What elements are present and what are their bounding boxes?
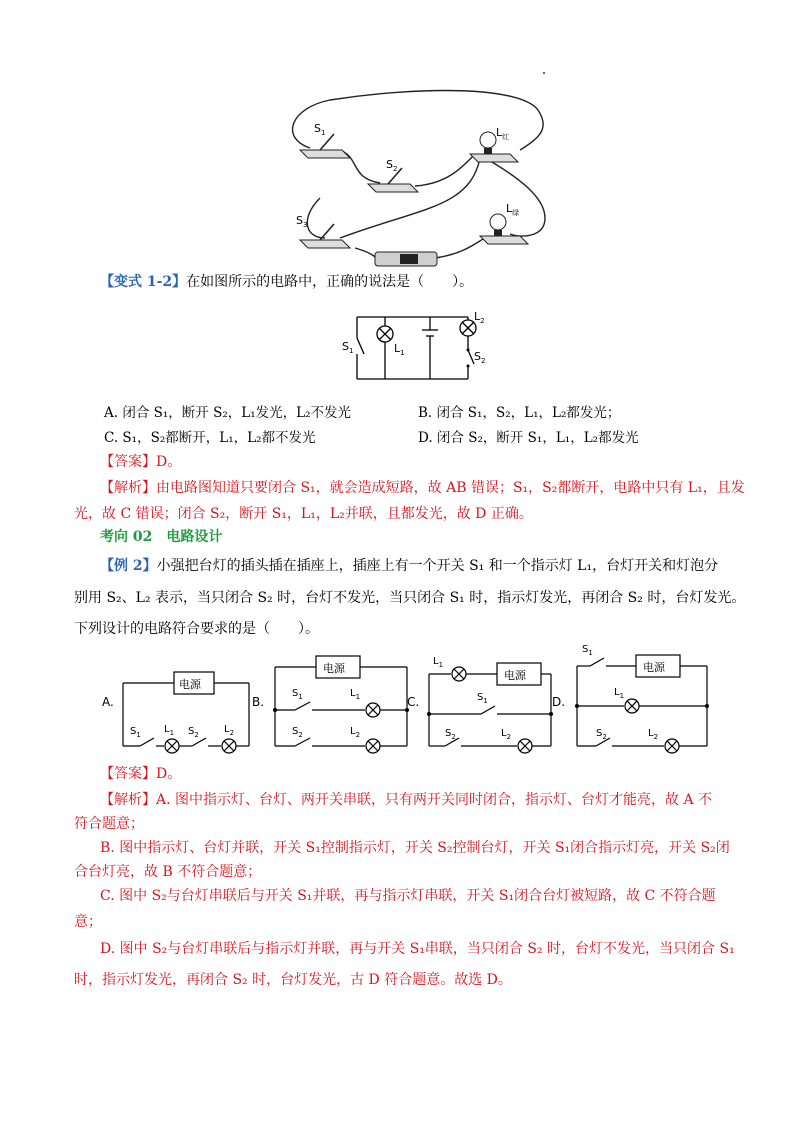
example-analysis-3: B. 图中指示灯、台灯并联，开关 S₁控制指示灯，开关 S₂控制台灯，开关 S₁闭合指示灯亮，开关 S₂闭 xyxy=(100,840,730,856)
variant-question xyxy=(100,272,720,292)
circuit-d-s1: $S_1$ xyxy=(582,644,593,657)
option-c: C. S₁，S₂都断开，L₁，L₂都不发光 xyxy=(104,430,316,446)
example-line-3: 下列设计的电路符合要求的是（ ）。 xyxy=(74,621,319,637)
example-analysis-8: 时，指示灯发光，再闭合 S₂ 时，台灯发光，古 D 符合题意。故选 D。 xyxy=(74,972,512,988)
variant-answer: 【答案】D。 xyxy=(100,454,182,470)
vlabel-l2: $L_2$ xyxy=(474,310,485,325)
circuit-d-l1: $L_1$ xyxy=(614,687,625,700)
circuit-c-l1: $L_1$ xyxy=(433,656,444,669)
label-l-red: $L_红$ xyxy=(496,126,510,141)
example-analysis-1: 【解析】A. 图中指示灯、台灯、两开关串联，只有两开关同时闭合，指示灯、台灯才能亮，故 A 不 xyxy=(100,792,713,808)
circuit-c-s1: $S_1$ xyxy=(477,692,488,705)
circuit-d-s2: $S_2$ xyxy=(596,728,607,741)
circuit-b xyxy=(250,650,420,760)
variant-question-text: 在如图所示的电路中，正确的说法是（ ）。 xyxy=(186,274,474,290)
circuit-b-power: 电源 xyxy=(323,662,345,675)
variant-analysis-2: 光，故 C 错误；闭合 S₂，断开 S₁，L₁，L₂并联，且都发光，故 D 正确。 xyxy=(74,506,533,522)
circuit-a-s1: $S_1$ xyxy=(130,726,141,739)
vlabel-s2: $S_2$ xyxy=(474,350,486,365)
circuit-a-l2: $L_2$ xyxy=(224,724,235,737)
example-line-1-text: 小强把台灯的插头插在插座上，插座上有一个开关 S₁ 和一个指示灯 L₁，台灯开关和灯泡分 xyxy=(156,558,719,574)
circuit-a-s2: $S_2$ xyxy=(188,726,199,739)
circuit-a-label: A. xyxy=(102,695,114,709)
top-circuit-figure xyxy=(270,88,570,268)
example-line-2: 别用 S₂、L₂ 表示，当只闭合 S₂ 时，台灯不发光，当只闭合 S₁ 时，指示灯发光，再闭合 S₂ 时，台灯发光。 xyxy=(74,590,746,606)
circuit-a-power: 电源 xyxy=(179,678,201,691)
circuit-d-power: 电源 xyxy=(643,661,665,674)
example-answer: 【答案】D。 xyxy=(100,766,182,782)
option-d: D. 闭合 S₂，断开 S₁，L₁，L₂都发光 xyxy=(418,430,639,446)
example-analysis-2: 符合题意； xyxy=(74,816,144,832)
example-analysis-5: C. 图中 S₂与台灯串联后与开关 S₁并联，再与指示灯串联，开关 S₁闭合台灯被短路，故 C 不符合题 xyxy=(100,888,716,904)
example-line-1 xyxy=(100,556,720,576)
circuit-c-l2: $L_2$ xyxy=(501,728,512,741)
circuit-c-power: 电源 xyxy=(504,669,526,682)
circuit-b-l1: $L_1$ xyxy=(350,688,361,701)
circuit-c-label: C. xyxy=(407,695,420,709)
label-s2: $S_2$ xyxy=(386,158,398,173)
circuit-d xyxy=(550,640,720,760)
circuit-d-l2: $L_2$ xyxy=(648,728,659,741)
stray-mark xyxy=(543,72,545,74)
circuit-d-label: D. xyxy=(552,695,566,709)
circuit-b-s1: $S_1$ xyxy=(292,688,303,701)
label-s3: $S_3$ xyxy=(296,214,308,229)
circuit-b-label: B. xyxy=(252,695,265,709)
example-analysis-7: D. 图中 S₂与台灯串联后与指示灯并联，再与开关 S₁串联，当只闭合 S₂ 时，台灯不发光，当只闭合 S₁ xyxy=(100,941,735,957)
label-s1: $S_1$ xyxy=(314,122,326,137)
example-analysis-4: 合台灯亮，故 B 不符合题意； xyxy=(74,864,262,880)
option-a: A. 闭合 S₁，断开 S₂，L₁发光，L₂不发光 xyxy=(104,405,351,421)
option-b: B. 闭合 S₁，S₂，L₁，L₂都发光； xyxy=(418,405,621,421)
circuit-b-l2: $L_2$ xyxy=(350,726,361,739)
section-heading: 考向 02 电路设计 xyxy=(100,529,223,545)
circuit-c-s2: $S_2$ xyxy=(445,728,456,741)
circuit-c xyxy=(405,650,565,760)
circuit-a-l1: $L_1$ xyxy=(164,724,175,737)
example-analysis-6: 意； xyxy=(74,914,102,930)
vlabel-s1: $S_1$ xyxy=(342,340,354,355)
variant-circuit-figure xyxy=(340,300,490,392)
circuit-a xyxy=(100,666,270,758)
label-l-green: $L_绿$ xyxy=(506,202,520,217)
variant-analysis-1: 【解析】由电路图知道只要闭合 S₁，就会造成短路，故 AB 错误；S₁，S₂都断开，电路中只有 L₁，且发 xyxy=(100,480,745,496)
variant-tag: 【变式 1-2】 xyxy=(100,274,187,290)
circuit-b-s2: $S_2$ xyxy=(292,726,303,739)
vlabel-l1: $L_1$ xyxy=(394,342,405,357)
example-tag: 【例 2】 xyxy=(100,558,157,574)
